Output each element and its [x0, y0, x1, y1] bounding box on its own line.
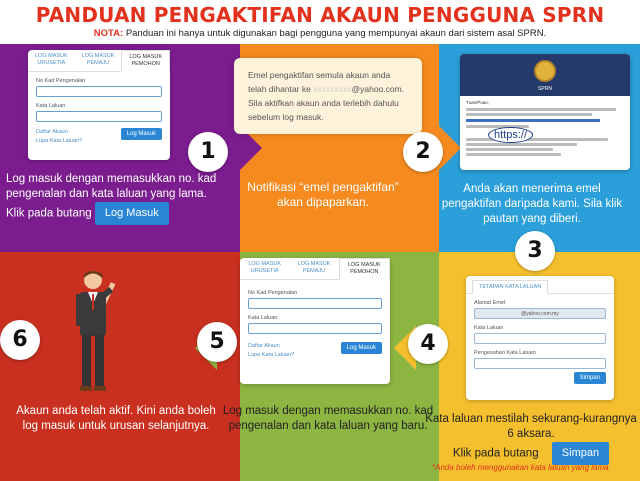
id-label-5: No Kad Pengenalan	[248, 290, 298, 296]
notif-line-2	[248, 82, 408, 96]
tab-password-settings[interactable]: TETAPAN KATA LALUAN	[472, 280, 548, 294]
login-form-1	[28, 50, 170, 160]
save-button-form[interactable]: Simpan	[574, 372, 606, 384]
form-links-5	[248, 342, 294, 360]
notif-masked-email: xxxxxxxxx	[313, 84, 352, 94]
email-brand: SPRN	[538, 86, 552, 92]
id-input-5[interactable]	[248, 298, 382, 309]
step-number-6: 6	[0, 320, 40, 360]
email-field: @yahoo.com.my	[474, 308, 606, 319]
note-text: Panduan ini hanya untuk digunakan bagi pengguna yang mempunyai akaun dari sistem asal SPRN.	[125, 28, 547, 39]
notif-line-1: Emel pengaktifan semula akaun anda	[248, 70, 391, 80]
footnote: *Anda boleh menggunakan kata laluan yang lama	[432, 463, 609, 472]
id-label: No Kad Pengenalan	[36, 78, 86, 84]
step-5-text: Log masuk dengan memasukkan no. kad pengenalan dan kata laluan yang baru.	[222, 405, 434, 432]
government-crest-icon	[534, 60, 556, 82]
note-label: NOTA:	[93, 28, 124, 39]
tab-pemaju-5[interactable]: LOG MASUK PEMAJU	[297, 261, 331, 274]
tab-pemohon-5[interactable]: LOG MASUK PEMOHON	[339, 258, 390, 280]
step-number-3: 3	[515, 231, 555, 271]
password-label-5: Kata Laluan	[248, 315, 278, 321]
businessman-illustration	[66, 268, 132, 398]
register-link-5[interactable]: Daftar Akaun	[248, 343, 280, 349]
form-footer	[36, 128, 162, 146]
email-greeting: Tuan/Puan,	[466, 100, 490, 105]
step-2-text: Notifikasi “emel pengaktifan” akan dipaparkan.	[247, 180, 399, 209]
step-4-text	[424, 412, 638, 465]
step-number-1: 1	[188, 132, 228, 172]
tab-pemaju[interactable]: LOG MASUK PEMAJU	[81, 53, 115, 66]
step-number-2: 2	[403, 132, 443, 172]
tab-urusetia[interactable]: LOG MASUK URUSETIA	[34, 53, 68, 66]
email-header	[460, 54, 630, 96]
forgot-password-link-5[interactable]: Lupa Kata Laluan?	[248, 352, 295, 358]
tab-urusetia-5[interactable]: LOG MASUK URUSETIA	[248, 261, 282, 274]
forgot-password-link[interactable]: Lupa Kata Laluan?	[36, 138, 83, 144]
confirm-password-label: Pengesahan Kata Laluan	[474, 350, 536, 356]
new-password-label: Kata Laluan	[474, 325, 504, 331]
notif-line-4: sebelum log masuk.	[248, 112, 324, 122]
activation-email	[460, 54, 630, 170]
confirm-password-input[interactable]	[474, 358, 606, 369]
register-link[interactable]: Daftar Akaun	[36, 129, 68, 135]
step-4-description: Kata laluan mestilah sekurang-kurangnya 6 aksara.	[425, 413, 637, 440]
id-input[interactable]	[36, 86, 162, 97]
email-label: Alamat Emel	[474, 300, 506, 306]
activation-notification	[234, 58, 422, 134]
notif-email-domain: @yahoo.com.	[351, 84, 405, 94]
password-label: Kata Laluan	[36, 103, 66, 109]
step-4-instruction	[424, 442, 638, 465]
form-links	[36, 128, 82, 146]
step-1-description: Log masuk dengan memasukkan no. kad pengenalan dan kata laluan yang lama.	[6, 173, 217, 200]
note	[0, 28, 640, 39]
form-footer-5	[248, 342, 382, 360]
step-4-click-label: Klik pada butang	[452, 447, 539, 460]
step-1-instruction	[6, 202, 218, 225]
step-number-5: 5	[197, 322, 237, 362]
https-link-highlight[interactable]: https://	[488, 127, 533, 143]
login-tabs-5	[240, 258, 390, 280]
login-form-5	[240, 258, 390, 384]
notif-line-3: Sila aktifkan akaun anda terlebih dahulu	[248, 98, 399, 108]
password-input[interactable]	[36, 111, 162, 122]
password-reset-form	[466, 276, 614, 400]
tab-pemohon[interactable]: LOG MASUK PEMOHON	[121, 50, 170, 72]
page-title: PANDUAN PENGAKTIFAN AKAUN PENGGUNA SPRN	[35, 3, 605, 27]
notif-sent-to: telah dihantar ke	[248, 84, 311, 94]
login-tabs	[28, 50, 170, 72]
step-4-save-button[interactable]: Simpan	[552, 442, 609, 465]
activation-link[interactable]	[466, 119, 600, 122]
step-1-login-button[interactable]: Log Masuk	[95, 202, 169, 225]
step-3-text: Anda akan menerima emel pengaktifan daripada kami. Sila klik pautan yang diberi.	[441, 183, 623, 225]
email-body	[460, 96, 630, 162]
step-6-text: Akaun anda telah aktif. Kini anda boleh log masuk untuk urusan selanjutnya.	[16, 405, 216, 432]
password-input-5[interactable]	[248, 323, 382, 334]
header	[0, 0, 640, 44]
step-1-click-label: Klik pada butang	[6, 207, 92, 220]
step-number-4: 4	[408, 324, 448, 364]
login-button[interactable]: Log Masuk	[121, 128, 162, 140]
new-password-input[interactable]	[474, 333, 606, 344]
login-button-5[interactable]: Log Masuk	[341, 342, 382, 354]
step-1-text	[6, 172, 218, 225]
form-actions	[474, 375, 606, 381]
